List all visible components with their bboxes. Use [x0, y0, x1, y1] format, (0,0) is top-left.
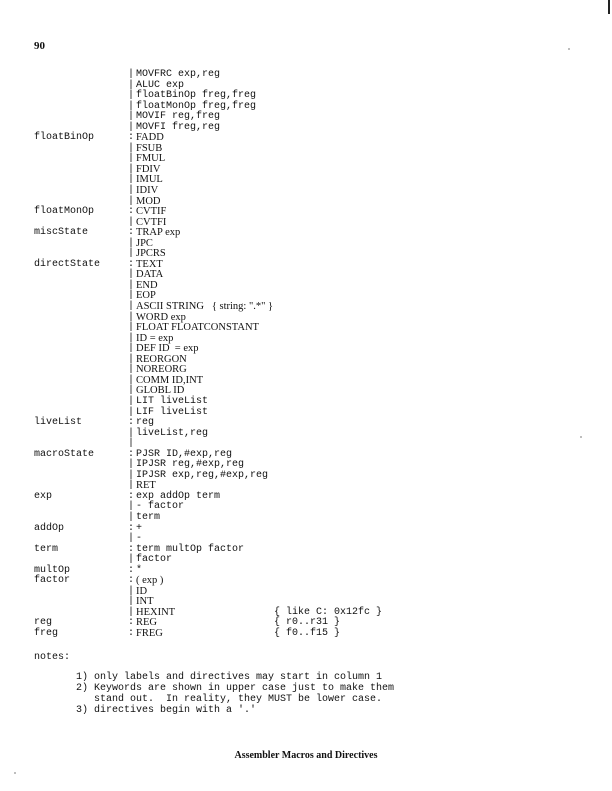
rule-separator: | — [128, 269, 135, 281]
rule-separator: : — [128, 227, 135, 239]
rule-production: FADD — [136, 132, 164, 144]
rule-separator: | — [128, 121, 135, 133]
rule-production: TRAP exp — [136, 227, 181, 239]
rule-separator: | — [128, 279, 135, 291]
rule-production: END — [136, 279, 158, 291]
rule-production: TEXT — [136, 258, 163, 270]
rule-production: CVTIF — [136, 206, 167, 218]
rule-production: WORD exp — [136, 311, 186, 323]
rule-separator: | — [128, 469, 135, 481]
rule-separator: : — [128, 206, 135, 218]
rule-production: liveList,reg — [136, 427, 209, 439]
rule-production: JPCRS — [136, 248, 166, 260]
scan-speck — [568, 48, 570, 50]
rule-separator: | — [128, 385, 135, 397]
rule-production: ( exp ) — [136, 575, 164, 587]
rule-separator: | — [128, 406, 135, 418]
rule-production: FLOAT FLOATCONSTANT — [136, 322, 259, 334]
rule-production: FMUL — [136, 153, 166, 165]
rule-production: IMUL — [136, 174, 163, 186]
rule-production: MOD — [136, 195, 161, 207]
note-line: 2) Keywords are shown in upper case just to make them — [76, 683, 395, 694]
rule-label: liveList — [34, 417, 83, 429]
rule-production: COMM ID,INT — [136, 374, 204, 386]
rule-production: CVTFI — [136, 216, 167, 228]
rule-separator: | — [128, 459, 135, 471]
rule-separator: | — [128, 554, 135, 566]
rule-comment: { like C: 0x12fc } — [274, 606, 383, 618]
rule-separator: | — [128, 533, 135, 545]
rule-separator: | — [128, 353, 135, 365]
rule-production: - factor — [136, 501, 185, 513]
rule-production: NOREORG — [136, 364, 187, 376]
rule-separator: | — [128, 606, 135, 618]
rule-label: exp — [34, 490, 53, 502]
rule-label: macroState — [34, 448, 95, 460]
rule-label: multOp — [34, 564, 71, 576]
rule-label: directState — [34, 258, 101, 270]
rule-production: LIT liveList — [136, 395, 209, 407]
rule-production: ALUC exp — [136, 79, 185, 91]
rule-production: JPC — [136, 237, 153, 249]
rule-separator: : — [128, 617, 135, 629]
rule-separator: | — [128, 311, 135, 323]
rule-separator: | — [128, 248, 135, 260]
rule-label: freg — [34, 627, 59, 639]
rule-separator: | — [128, 79, 135, 91]
rule-label: miscState — [34, 227, 89, 239]
rule-production: factor — [136, 554, 173, 566]
rule-separator: | — [128, 185, 135, 197]
rule-production: floatBinOp freg,freg — [136, 90, 257, 102]
rule-separator: : — [128, 417, 135, 429]
rule-production: + — [136, 522, 143, 534]
rule-separator: | — [128, 100, 135, 112]
rule-separator: | — [128, 596, 135, 608]
rule-production: term multOp factor — [136, 543, 245, 555]
rule-separator: | — [128, 332, 135, 344]
rule-production: IDIV — [136, 185, 159, 197]
rule-separator: | — [128, 364, 135, 376]
rule-separator: | — [128, 511, 135, 523]
rule-production: FSUB — [136, 142, 163, 154]
rule-separator: : — [128, 258, 135, 270]
rule-production: FDIV — [136, 163, 161, 175]
rule-separator: | — [128, 322, 135, 334]
rule-comment: { r0..r31 } — [274, 617, 341, 629]
note-line: 1) only labels and directives may start in column 1 — [76, 672, 383, 683]
rule-separator: | — [128, 374, 135, 386]
rule-production: PJSR ID,#exp,reg — [136, 448, 233, 460]
rule-label: floatMonOp — [34, 206, 95, 218]
rule-production: IPJSR exp,reg,#exp,reg — [136, 469, 269, 481]
rule-separator: : — [128, 132, 135, 144]
rule-separator: : — [128, 522, 135, 534]
rule-separator: | — [128, 480, 135, 492]
rule-production: HEXINT — [136, 606, 176, 618]
rule-separator: : — [128, 490, 135, 502]
rule-production: - — [136, 533, 143, 545]
rule-production: ID = exp — [136, 332, 174, 344]
rule-separator: | — [128, 501, 135, 513]
rule-production: MOVFRC exp,reg — [136, 69, 221, 80]
note-line: stand out. In reality, they MUST be lower case. — [76, 694, 383, 705]
rule-production: ASCII STRING { string: ".*" } — [136, 301, 274, 313]
rule-separator: | — [128, 395, 135, 407]
rule-separator: : — [128, 564, 135, 576]
scan-speck — [14, 772, 16, 774]
rule-production: term — [136, 511, 161, 523]
rule-separator: | — [128, 343, 135, 355]
rule-separator: : — [128, 448, 135, 460]
notes-list — [76, 672, 394, 716]
rule-production: floatMonOp freg,freg — [136, 100, 257, 112]
rule-production: REG — [136, 617, 157, 629]
rule-production: DEF ID = exp — [136, 343, 199, 355]
rule-label: reg — [34, 617, 53, 629]
rule-separator: | — [128, 427, 135, 439]
rule-production: IPJSR reg,#exp,reg — [136, 459, 245, 471]
rule-label: factor — [34, 575, 71, 587]
rule-separator: | — [128, 153, 135, 165]
rule-production: MOVFI freg,reg — [136, 121, 221, 133]
rule-separator: | — [128, 438, 135, 450]
scan-edge-mark — [608, 0, 610, 14]
rule-production: GLOBL ID — [136, 385, 185, 397]
rule-label: term — [34, 543, 59, 555]
rule-production: FREG — [136, 627, 163, 639]
notes-label: notes: — [34, 652, 71, 663]
footer-title: Assembler Macros and Directives — [234, 750, 378, 761]
rule-label: addOp — [34, 522, 65, 534]
rule-separator: | — [128, 195, 135, 207]
note-line: 3) directives begin with a '.' — [76, 705, 257, 716]
rule-separator: | — [128, 301, 135, 313]
scan-speck — [580, 436, 582, 438]
rule-separator: : — [128, 575, 135, 587]
rule-production: exp addOp term — [136, 490, 221, 502]
rule-separator: | — [128, 237, 135, 249]
rule-label: floatBinOp — [34, 132, 95, 144]
rule-comment: { f0..f15 } — [274, 627, 341, 639]
rule-production: EOP — [136, 290, 156, 302]
rule-separator: | — [128, 142, 135, 154]
rule-production: * — [136, 564, 143, 576]
rule-separator: | — [128, 585, 135, 597]
rule-separator: | — [128, 290, 135, 302]
rule-production: DATA — [136, 269, 164, 281]
rule-separator: | — [128, 111, 135, 123]
rule-separator: | — [128, 90, 135, 102]
rule-separator: | — [128, 174, 135, 186]
rule-production: LIF liveList — [136, 406, 209, 418]
rule-production: RET — [136, 480, 156, 492]
rule-separator: : — [128, 627, 135, 639]
rule-separator: : — [128, 543, 135, 555]
rule-separator: | — [128, 163, 135, 175]
rule-production: INT — [136, 596, 154, 608]
page-number: 90 — [34, 40, 45, 52]
rule-separator: | — [128, 216, 135, 228]
rule-production: ID — [136, 585, 148, 597]
rule-production: reg — [136, 417, 155, 429]
rule-production: REORGON — [136, 353, 187, 365]
rule-production: MOVIF reg,freg — [136, 111, 221, 123]
rule-separator: | — [128, 69, 135, 80]
